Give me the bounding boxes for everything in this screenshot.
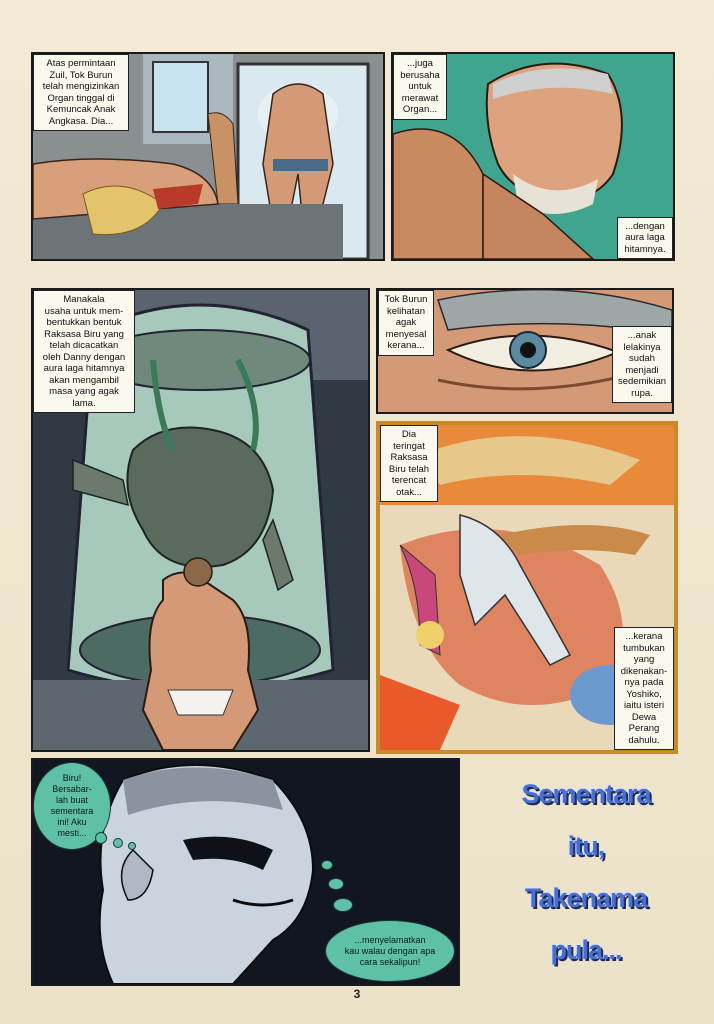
caption-box: Atas permintaan Zuil, Tok Burun telah mengizinkan Organ tinggal di Kemuncak Anak Angkasa. Dia... [33, 54, 129, 131]
caption-box: ...kerana tumbukan yang dikenakan- nya pada Yoshiko, iaitu isteri Dewa Perang dahulu. [614, 627, 674, 750]
panel-lab-room [31, 52, 385, 261]
transition-title: Sementara itu, Takenama pula... [521, 779, 651, 965]
thought-dot [128, 842, 136, 850]
thought-bubble: ...menyelamatkan kau walau dengan apa cara sekalipun! [325, 920, 455, 982]
panel-flashback-fight [376, 421, 678, 754]
caption-box: Manakala usaha untuk mem- bentukkan bentuk Raksasa Biru yang telah dicacatkan oleh Danny dengan aura laga hitamnya akan mengambil masa yang agak lama. [33, 290, 135, 413]
caption-box: ...juga berusaha untuk merawat Organ... [393, 54, 447, 120]
thought-bubble: Biru! Bersabar- lah buat sementara ini! Aku mesti... [33, 762, 111, 850]
panel-tank [31, 288, 370, 752]
caption-box: Dia teringat Raksasa Biru telah terencat otak... [380, 425, 438, 502]
thought-dot [333, 898, 353, 912]
panel-old-man-closeup [391, 52, 675, 261]
thought-dot [321, 860, 333, 870]
caption-box: ...anak lelakinya sudah menjadi sedemikian rupa. [612, 326, 672, 403]
panel-eye-closeup [376, 288, 674, 414]
thought-dot [328, 878, 344, 890]
panel-thinking-man [31, 758, 460, 986]
thought-dot [95, 832, 107, 844]
thought-dot [113, 838, 123, 848]
caption-box: Tok Burun kelihatan agak menyesal kerana... [378, 290, 434, 356]
page-number: 3 [353, 987, 361, 1001]
caption-box: ...dengan aura laga hitamnya. [617, 217, 673, 260]
